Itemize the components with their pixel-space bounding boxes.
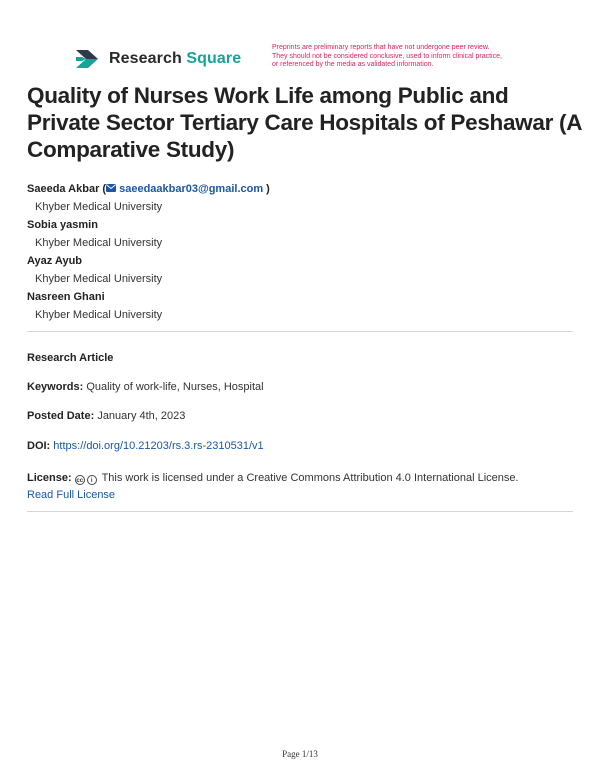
section-divider bbox=[27, 511, 573, 512]
posted-date-value: January 4th, 2023 bbox=[97, 410, 186, 422]
attribution-icon: i bbox=[87, 475, 97, 485]
section-divider bbox=[27, 331, 573, 332]
keywords-value: Quality of work-life, Nurses, Hospital bbox=[86, 381, 264, 393]
disclaimer-line: Preprints are preliminary reports that have not undergone peer review. bbox=[272, 44, 490, 51]
author-name-text: Saeeda Akbar bbox=[27, 183, 100, 195]
doi-row bbox=[27, 440, 264, 452]
disclaimer-line: or referenced by the media as validated information. bbox=[272, 61, 434, 68]
disclaimer-line: They should not be considered conclusive, used to inform clinical practice, bbox=[272, 52, 502, 60]
logo-text-research: Research bbox=[109, 50, 182, 67]
author-email[interactable] bbox=[106, 183, 263, 195]
author-affiliation: Khyber Medical University bbox=[35, 201, 163, 213]
keywords-row bbox=[27, 381, 264, 393]
doi-link[interactable]: https://doi.org/10.21203/rs.3.rs-2310531/v1 bbox=[53, 440, 264, 452]
page-number: Page 1/13 bbox=[282, 749, 318, 759]
paren-close: ) bbox=[263, 183, 270, 195]
email-icon bbox=[106, 184, 116, 192]
read-full-license-link[interactable]: Read Full License bbox=[27, 489, 116, 501]
research-square-logo[interactable] bbox=[74, 48, 241, 70]
article-type bbox=[27, 352, 113, 364]
research-square-logo-icon bbox=[74, 48, 100, 70]
license-label: License: bbox=[27, 472, 72, 484]
logo-text bbox=[109, 50, 241, 68]
author-affiliation: Khyber Medical University bbox=[35, 309, 163, 321]
author-email-text[interactable]: saeedaakbar03@gmail.com bbox=[119, 183, 264, 195]
preprint-disclaimer bbox=[272, 44, 552, 70]
paren-open: ( bbox=[102, 183, 107, 195]
logo-text-square: Square bbox=[186, 50, 242, 67]
posted-date-label: Posted Date: bbox=[27, 410, 95, 422]
paper-title: Quality of Nurses Work Life among Public and Private Sector Tertiary Care Hospitals of Peshawar (A Comparative Study) bbox=[27, 83, 582, 162]
creative-commons-icon: cc bbox=[75, 475, 85, 485]
doi-label: DOI: bbox=[27, 440, 51, 452]
author-affiliation: Khyber Medical University bbox=[35, 237, 163, 249]
author-name: Sobia yasmin bbox=[27, 219, 98, 231]
keywords-label: Keywords: bbox=[27, 381, 84, 393]
author-name bbox=[27, 180, 587, 198]
author-name: Ayaz Ayub bbox=[27, 255, 83, 267]
author-list bbox=[27, 180, 587, 324]
posted-date-row bbox=[27, 410, 185, 422]
license-text: This work is licensed under a Creative Commons Attribution 4.0 International License. bbox=[101, 472, 519, 484]
license-row bbox=[27, 470, 519, 504]
author-affiliation: Khyber Medical University bbox=[35, 273, 163, 285]
article-type-text: Research Article bbox=[27, 352, 114, 364]
author-name: Nasreen Ghani bbox=[27, 291, 105, 303]
